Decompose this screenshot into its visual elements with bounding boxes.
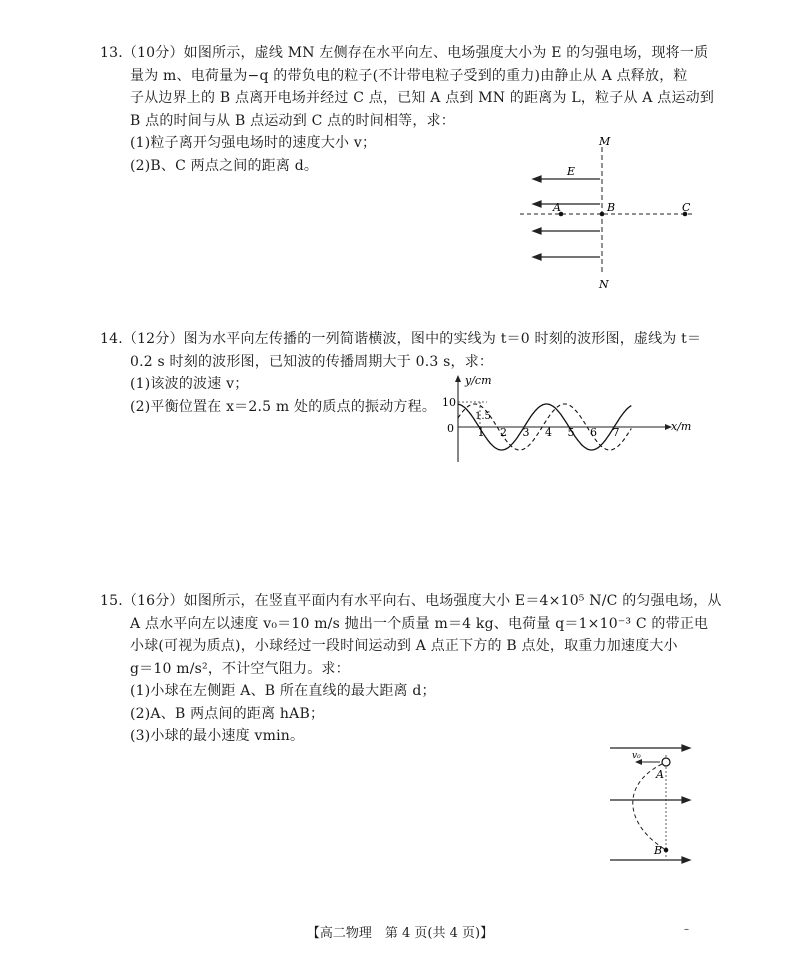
ball-a bbox=[662, 758, 670, 766]
problem-15-figure bbox=[600, 740, 700, 874]
problem-13-line-1: 13.（10分）如图所示，虚线 MN 左侧存在水平向左、电场强度大小为 E 的匀强电场，现将一质 bbox=[100, 45, 709, 61]
problem-13-question-2: (2)B、C 两点之间的距离 d。 bbox=[130, 157, 319, 174]
problem-14-figure bbox=[425, 372, 695, 471]
label-a: A bbox=[656, 768, 664, 781]
problem-15-line-4: g＝10 m/s²，不计空气阻力。求： bbox=[130, 660, 350, 677]
problem-13-line-2: 量为 m、电荷量为−q 的带负电的粒子(不计带电粒子受到的重力)由静止从 A 点释放，粒 bbox=[130, 67, 688, 84]
problem-15 bbox=[100, 590, 722, 748]
point-b bbox=[600, 212, 605, 217]
problem-14-question-2: (2)平衡位置在 x＝2.5 m 处的质点的振动方程。 bbox=[130, 398, 437, 415]
label-c: C bbox=[682, 201, 691, 214]
problem-14-question-1: (1)该波的波速 v； bbox=[130, 376, 249, 392]
label-v0: v₀ bbox=[632, 751, 641, 761]
mark-label: 1.5 bbox=[475, 411, 491, 422]
label-e: E bbox=[567, 165, 576, 178]
problem-13-question-1: (1)粒子离开匀强电场时的速度大小 v； bbox=[130, 135, 377, 151]
x-tick-label: 7 bbox=[612, 426, 620, 439]
label-a: A bbox=[553, 201, 561, 214]
ylabel: y/cm bbox=[465, 374, 492, 387]
label-b: B bbox=[607, 201, 616, 214]
problem-15-line-3: 小球(可视为质点)，小球经过一段时间运动到 A 点正下方的 B 点处，取重力加速度大小 bbox=[130, 638, 678, 654]
problem-15-question-2: (2)A、B 两点间的距离 hAB； bbox=[130, 705, 325, 722]
label-n: N bbox=[599, 278, 609, 290]
problem-14-line-1: 14.（12分）图为水平向左传播的一列简谐横波，图中的实线为 t＝0 时刻的波形图，虚线为 t＝ bbox=[100, 331, 702, 347]
footer-mark: – bbox=[684, 924, 689, 935]
x-tick-label: 2 bbox=[500, 426, 507, 439]
x-tick-label: 6 bbox=[590, 426, 597, 439]
x-tick-label: 1 bbox=[477, 426, 485, 439]
x-tick-label: 5 bbox=[567, 426, 575, 439]
tick-labels bbox=[478, 426, 620, 439]
problem-14-line-2: 0.2 s 时刻的波形图，已知波的传播周期大于 0.3 s，求： bbox=[130, 353, 494, 370]
problem-13-line-3: 子从边界上的 B 点离开电场并经过 C 点，已知 A 点到 MN 的距离为 L，粒子从 A 点运动到 bbox=[130, 90, 715, 106]
problem-13-line-4: B 点的时间与从 B 点运动到 C 点的时间相等，求： bbox=[130, 112, 455, 129]
x-tick-label: 4 bbox=[545, 426, 552, 439]
problem-13-figure bbox=[515, 135, 700, 294]
point-b bbox=[664, 848, 669, 853]
label-b: B bbox=[654, 844, 663, 857]
xlabel: x/m bbox=[671, 420, 692, 433]
x-tick-label: 3 bbox=[522, 426, 530, 439]
problem-15-line-2: A 点水平向左以速度 v₀＝10 m/s 抛出一个质量 m＝4 kg、电荷量 q＝1×10⁻³ C 的带正电 bbox=[130, 615, 709, 632]
amplitude-label: 10 bbox=[442, 396, 456, 409]
label-m: M bbox=[599, 135, 611, 148]
problem-15-question-1: (1)小球在左侧距 A、B 所在直线的最大距离 d； bbox=[130, 683, 436, 699]
problem-15-line-1: 15.（16分）如图所示，在竖直平面内有水平向右、电场强度大小 E＝4×10⁵ N/C 的匀强电场，从 bbox=[100, 593, 722, 609]
page-footer: 【高二物理 第 4 页(共 4 页)】 bbox=[306, 926, 494, 941]
problem-15-question-3: (3)小球的最小速度 vmin。 bbox=[130, 728, 305, 744]
origin-label: 0 bbox=[447, 422, 454, 435]
